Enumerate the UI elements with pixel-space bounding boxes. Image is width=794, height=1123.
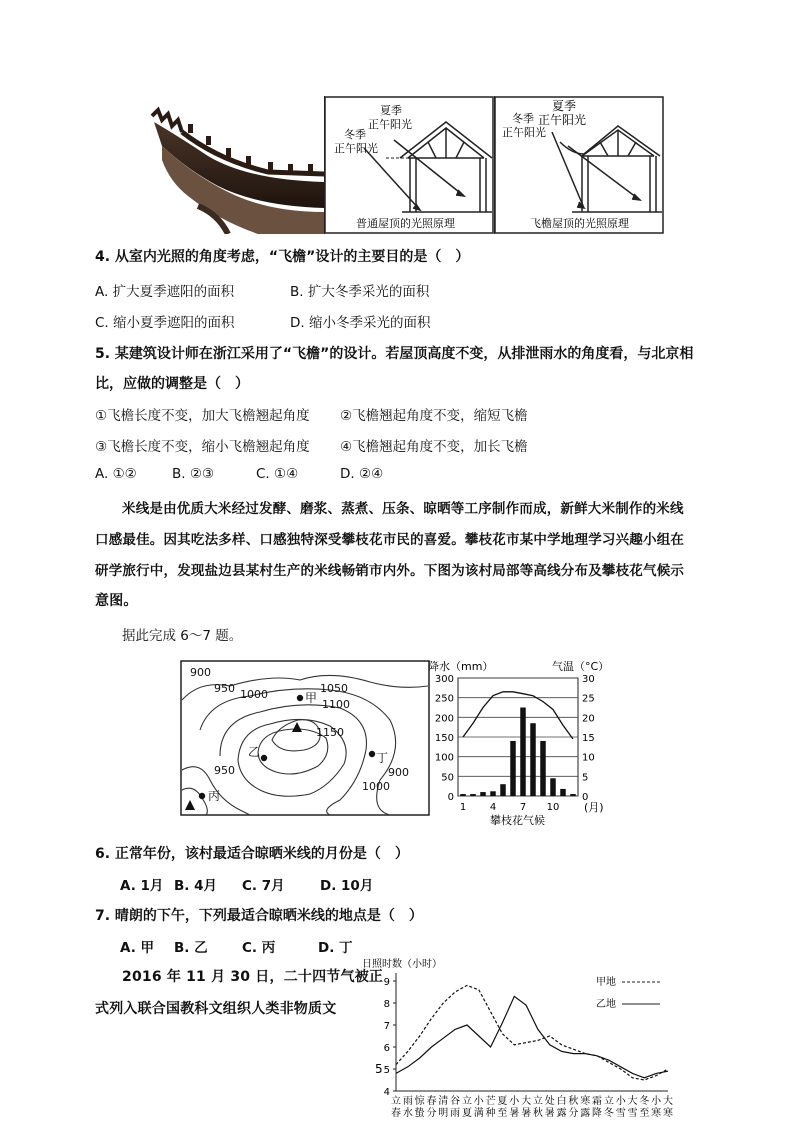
point-ding: 丁 xyxy=(376,751,389,765)
contour-label: 900 xyxy=(190,666,211,679)
precip-bar xyxy=(470,794,476,796)
legend-jia: 甲地 xyxy=(596,977,616,988)
q4-option-b: B. 扩大冬季采光的面积 xyxy=(290,284,430,300)
y-tick: 6 xyxy=(383,1043,390,1054)
temperature-line xyxy=(463,692,573,739)
temp-tick: 20 xyxy=(582,713,595,725)
precip-bar xyxy=(490,791,496,796)
precip-bar xyxy=(500,784,506,796)
point-yi: 乙 xyxy=(248,745,261,759)
diagram-caption: 普通屋顶的光照原理 xyxy=(356,217,455,230)
legend-yi: 乙地 xyxy=(596,999,616,1010)
y-tick: 5 xyxy=(383,1065,390,1076)
passage2-line1: 2016 年 11 月 30 日，二十四节气被正 xyxy=(122,969,384,985)
term-tick: 小满 xyxy=(473,1096,484,1119)
term-tick: 霜降 xyxy=(592,1096,603,1119)
q7-option-c: C. 丙 xyxy=(242,940,276,956)
q4-option-a: A. 扩大夏季遮阳的面积 xyxy=(95,284,235,300)
temp-tick: 5 xyxy=(582,772,589,784)
contour-label: 1000 xyxy=(362,780,390,793)
precip-bar xyxy=(540,741,546,796)
contour-map xyxy=(180,660,430,828)
q5-stem-line1: 5. 某建筑设计师在浙江采用了“飞檐”的设计。若屋顶高度不变，从排泄雨水的角度看，与北京相 xyxy=(95,346,694,362)
precip-tick: 100 xyxy=(434,752,454,764)
precip-bar xyxy=(480,792,486,796)
y-tick: 7 xyxy=(383,1021,390,1032)
q6-stem: 6. 正常年份，该村最适合晾晒米线的月份是（ ） xyxy=(95,846,409,862)
term-tick: 处暑 xyxy=(544,1096,555,1119)
term-tick: 惊蛰 xyxy=(414,1096,425,1119)
point-bing: 丙 xyxy=(208,789,221,803)
precip-tick: 50 xyxy=(441,772,454,784)
month-tick: 4 xyxy=(489,802,497,813)
precip-tick: 200 xyxy=(434,713,454,725)
normal-roof-diagram xyxy=(324,96,494,234)
month-axis-label: (月) xyxy=(584,801,604,814)
q7-stem: 7. 晴朗的下午，下列最适合晾晒米线的地点是（ ） xyxy=(95,908,423,924)
q4-option-c: C. 缩小夏季遮阳的面积 xyxy=(95,315,235,331)
q5-item-1: ①飞檐长度不变，加大飞檐翘起角度 xyxy=(95,408,310,424)
q4-option-d: D. 缩小冬季采光的面积 xyxy=(290,315,431,331)
precip-bar xyxy=(530,723,536,796)
term-tick: 雨水 xyxy=(402,1096,413,1119)
term-tick: 谷雨 xyxy=(450,1096,461,1119)
q5-option-b: B. ②③ xyxy=(172,466,215,482)
chart-title: 攀枝花气候 xyxy=(490,814,545,827)
term-tick: 冬至 xyxy=(639,1096,650,1119)
precip-tick: 150 xyxy=(434,733,454,744)
contour-label: 1000 xyxy=(240,688,268,701)
q5-option-a: A. ①② xyxy=(95,466,137,482)
q5-option-c: C. ①④ xyxy=(256,466,299,482)
contour-label: 950 xyxy=(214,764,235,777)
winter-noon-label: 冬季正午阳光 xyxy=(334,128,378,155)
q5-option-d: D. ②④ xyxy=(340,466,384,482)
term-tick: 秋分 xyxy=(568,1096,579,1119)
term-tick: 立秋 xyxy=(532,1096,543,1119)
winter-noon-label: 冬季正午阳光 xyxy=(502,112,546,139)
month-tick: 7 xyxy=(519,802,527,813)
q6-option-c: C. 7月 xyxy=(242,878,285,894)
precip-tick: 0 xyxy=(447,792,454,803)
series-line-乙地 xyxy=(396,996,668,1077)
precip-bar xyxy=(570,794,576,796)
q7-option-a: A. 甲 xyxy=(120,940,155,956)
q7-option-d: D. 丁 xyxy=(318,940,353,956)
term-tick: 清明 xyxy=(438,1096,449,1119)
passage2-line2: 式列入联合国教科文组织人类非物质文 xyxy=(95,1001,337,1017)
q6-option-a: A. 1月 xyxy=(120,878,164,894)
contour-label: 1100 xyxy=(322,698,350,711)
term-tick: 小雪 xyxy=(615,1096,626,1119)
q5-item-3: ③飞檐长度不变，缩小飞檐翘起角度 xyxy=(95,439,310,455)
term-tick: 寒露 xyxy=(580,1096,591,1119)
point-jia: 甲 xyxy=(305,691,318,705)
flying-eaves-diagram xyxy=(494,96,664,234)
climate-chart xyxy=(426,656,622,828)
precip-bar xyxy=(550,778,556,796)
precip-tick: 300 xyxy=(434,674,454,685)
precip-bar xyxy=(460,794,466,796)
temp-tick: 15 xyxy=(582,733,595,744)
precip-bar xyxy=(560,789,566,796)
q7-option-b: B. 乙 xyxy=(174,940,208,956)
precip-bar xyxy=(520,708,526,797)
contour-label: 1050 xyxy=(320,682,348,695)
passage-line5: 据此完成 6～7 题。 xyxy=(122,628,243,644)
q6-option-b: B. 4月 xyxy=(174,878,218,894)
term-tick: 春分 xyxy=(426,1096,437,1119)
term-tick: 白露 xyxy=(556,1096,567,1119)
term-tick: 立夏 xyxy=(461,1096,472,1119)
contour-label: 950 xyxy=(214,682,235,695)
q5-item-4: ④飞檐翘起角度不变，加长飞檐 xyxy=(340,439,528,455)
month-tick: 1 xyxy=(459,802,467,813)
q6-option-d: D. 10月 xyxy=(320,878,374,894)
legend xyxy=(596,975,660,1010)
temp-axis-label: 气温（°C） xyxy=(552,660,610,673)
eaves-photo xyxy=(148,96,324,234)
temp-tick: 10 xyxy=(582,752,595,764)
passage-line4: 意图。 xyxy=(95,593,138,609)
series-line-甲地 xyxy=(396,985,668,1080)
term-tick: 夏至 xyxy=(497,1096,508,1119)
y-tick: 9 xyxy=(383,977,390,988)
temp-tick: 30 xyxy=(582,674,595,685)
sunshine-axis-label: 日照时数（小时） xyxy=(362,959,442,970)
precip-bar xyxy=(510,741,516,796)
diagram-caption: 飞檐屋顶的光照原理 xyxy=(530,217,629,230)
precip-tick: 250 xyxy=(434,693,454,705)
term-tick: 大雪 xyxy=(627,1096,638,1119)
term-tick: 大寒 xyxy=(663,1096,673,1119)
contour-label: 1150 xyxy=(316,726,344,739)
summer-noon-label: 夏季正午阳光 xyxy=(368,104,412,131)
term-tick: 小寒 xyxy=(651,1096,662,1119)
y-tick: 4 xyxy=(383,1087,390,1098)
temp-tick: 0 xyxy=(582,792,589,803)
summer-noon-label: 夏季正午阳光 xyxy=(538,99,587,127)
temp-tick: 25 xyxy=(582,693,595,705)
month-tick: 10 xyxy=(546,802,560,813)
passage-line1: 米线是由优质大米经过发酵、磨浆、蒸煮、压条、晾晒等工序制作而成，新鲜大米制作的米线 xyxy=(122,501,684,517)
precip-axis-label: 降水（mm） xyxy=(428,660,494,673)
term-tick: 小暑 xyxy=(509,1096,520,1119)
contour-label: 900 xyxy=(388,766,409,779)
passage-line2: 口感最佳。因其吃法多样、口感独特深受攀枝花市民的喜爱。攀枝花市某中学地理学习兴趣小组在 xyxy=(95,532,685,548)
q4-stem: 4. 从室内光照的角度考虑，“飞檐”设计的主要目的是（ ） xyxy=(95,249,470,265)
y-tick: 8 xyxy=(383,999,390,1010)
sunshine-chart xyxy=(362,955,674,1123)
term-tick: 大暑 xyxy=(521,1096,532,1119)
passage-line3: 研学旅行中，发现盐边县某村生产的米线畅销市内外。下图为该村局部等高线分布及攀枝花气候示 xyxy=(95,563,685,579)
term-tick: 立春 xyxy=(391,1096,401,1119)
q5-item-2: ②飞檐翘起角度不变，缩短飞檐 xyxy=(340,408,528,424)
stray-label: 5 xyxy=(375,1062,383,1076)
q5-stem-line2: 比，应做的调整是（ ） xyxy=(95,376,249,392)
term-tick: 芒种 xyxy=(485,1096,496,1119)
term-tick: 立冬 xyxy=(603,1096,614,1119)
